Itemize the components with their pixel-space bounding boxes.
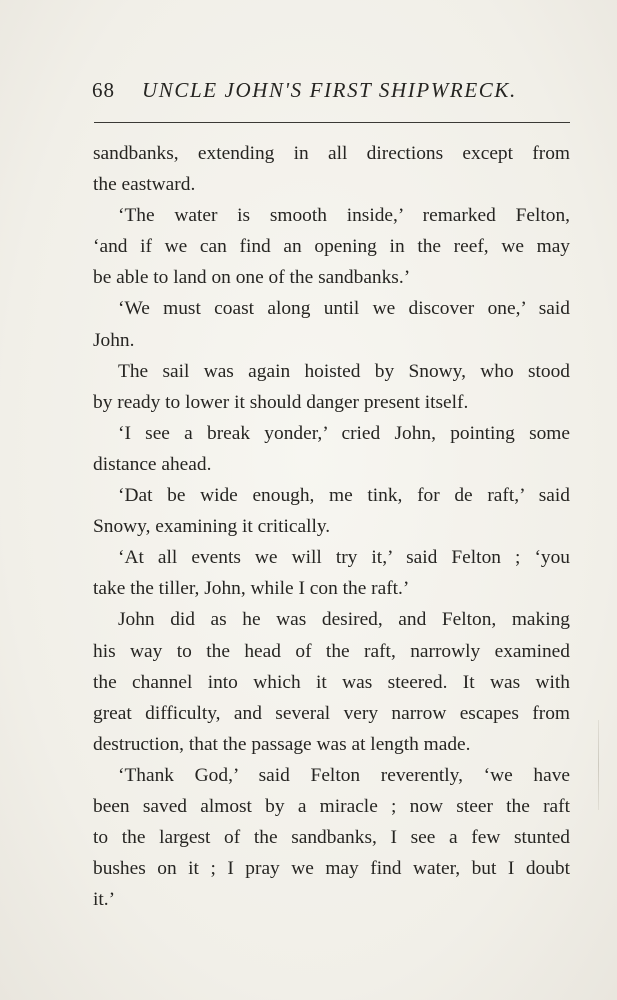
text-line: John did as he was desired, and Felton, making: [118, 609, 570, 631]
text-line: his way to the head of the raft, narrowly examined: [93, 640, 570, 662]
text-line: to the largest of the sandbanks, I see a few stunted: [93, 827, 570, 849]
text-line: it.’: [93, 889, 116, 911]
page-number: 68: [92, 78, 115, 102]
text-line: by ready to lower it should danger present itself.: [93, 391, 469, 413]
text-line: the channel into which it was steered. It was with: [93, 671, 570, 693]
text-line: ‘We must coast along until we discover one,’ said: [118, 298, 570, 320]
text-line: Snowy, examining it critically.: [93, 516, 331, 538]
text-line: distance ahead.: [93, 453, 212, 475]
text-line: take the tiller, John, while I con the raft.’: [93, 578, 410, 600]
body-text: [93, 138, 570, 915]
running-header: [92, 78, 572, 110]
header-rule: [94, 122, 570, 123]
text-line: John.: [93, 329, 135, 351]
text-line: ‘The water is smooth inside,’ remarked Felton,: [118, 205, 570, 227]
text-line: ‘Thank God,’ said Felton reverently, ‘we have: [118, 764, 570, 786]
text-line: ‘At all events we will try it,’ said Felton ; ‘you: [118, 547, 570, 569]
running-title: UNCLE JOHN'S FIRST SHIPWRECK.: [142, 78, 517, 102]
text-line: ‘I see a break yonder,’ cried John, pointing some: [118, 422, 570, 444]
text-line: bushes on it ; I pray we may find water, but I doubt: [93, 858, 570, 880]
text-line: great difficulty, and several very narrow escapes from: [93, 702, 570, 724]
text-line: ‘and if we can find an opening in the reef, we may: [93, 236, 570, 258]
text-line: destruction, that the passage was at length made.: [93, 733, 471, 755]
text-line: The sail was again hoisted by Snowy, who stood: [118, 360, 570, 382]
text-line: ‘Dat be wide enough, me tink, for de raft,’ said: [118, 485, 570, 507]
text-line: been saved almost by a miracle ; now steer the raft: [93, 795, 570, 817]
page-edge-shadow: [598, 720, 599, 810]
text-line: sandbanks, extending in all directions except from: [93, 143, 570, 164]
text-line: be able to land on one of the sandbanks.’: [93, 267, 411, 289]
text-line: the eastward.: [93, 174, 196, 196]
